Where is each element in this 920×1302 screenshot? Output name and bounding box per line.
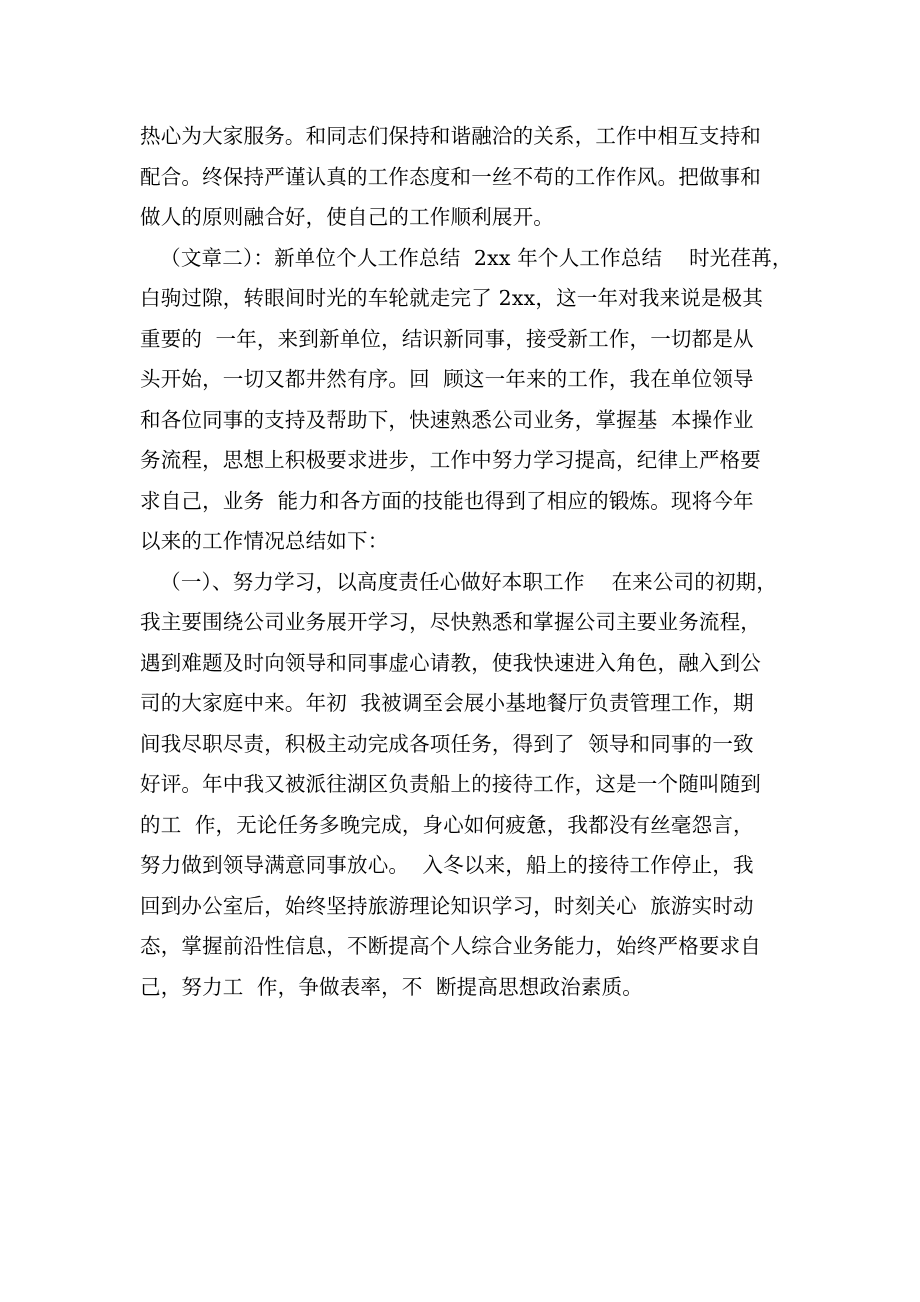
text-line: 我主要围绕公司业务展开学习，尽快熟悉和掌握公司主要业务流程， xyxy=(140,610,761,634)
text-line: 态，掌握前沿性信息，不断提高个人综合业务能力，始终严格要求自 xyxy=(140,934,761,958)
text-line: 白驹过隙，转眼间时光的车轮就走完了 2xx，这一年对我来说是极其 xyxy=(140,286,764,310)
text-line: 热心为大家服务。和同志们保持和谐融洽的关系，工作中相互支持和 xyxy=(140,124,761,148)
text-line: 司的大家庭中来。年初 我被调至会展小基地餐厅负责管理工作，期 xyxy=(140,691,754,715)
text-line: （文章二）：新单位个人工作总结 2xx 年个人工作总结 时光荏苒， xyxy=(140,245,793,270)
text-line: 重要的 一年，来到新单位，结识新同事，接受新工作，一切都是从 xyxy=(140,326,754,351)
text-line: 做人的原则融合好，使自己的工作顺利展开。 xyxy=(140,205,554,229)
text-line: 务流程，思想上积极要求进步，工作中努力学习提高，纪律上严格要 xyxy=(140,448,761,472)
text-line: 配合。终保持严谨认真的工作态度和一丝不苟的工作作风。把做事和 xyxy=(140,164,761,189)
text-line: 头开始，一切又都井然有序。回 顾这一年来的工作，我在单位领导 xyxy=(140,367,754,391)
text-line: 回到办公室后，始终坚持旅游理论知识学习，时刻关心 旅游实时动 xyxy=(140,893,754,918)
text-line: 己，努力工 作，争做表率，不 断提高思想政治素质。 xyxy=(140,974,643,999)
text-line: 以来的工作情况总结如下： xyxy=(140,529,389,553)
text-line: 努力做到领导满意同事放心。 入冬以来，船上的接待工作停止，我 xyxy=(140,853,754,877)
text-line: 的工 作，无论任务多晚完成，身心如何疲惫，我都没有丝毫怨言， xyxy=(140,812,754,837)
document-page xyxy=(140,116,793,1007)
text-line: 遇到难题及时向领导和同事虚心请教，使我快速进入角色，融入到公 xyxy=(140,650,761,675)
text-line: 好评。年中我又被派往湖区负责船上的接待工作，这是一个随叫随到 xyxy=(140,772,761,796)
text-line: 和各位同事的支持及帮助下，快速熟悉公司业务，掌握基 本操作业 xyxy=(140,407,754,432)
text-line: 求自己，业务 能力和各方面的技能也得到了相应的锻炼。现将今年 xyxy=(140,488,754,513)
text-line: （一）、努力学习，以高度责任心做好本职工作 在来公司的初期， xyxy=(140,569,778,594)
text-line: 间我尽职尽责，积极主动完成各项任务，得到了 领导和同事的一致 xyxy=(140,731,754,756)
